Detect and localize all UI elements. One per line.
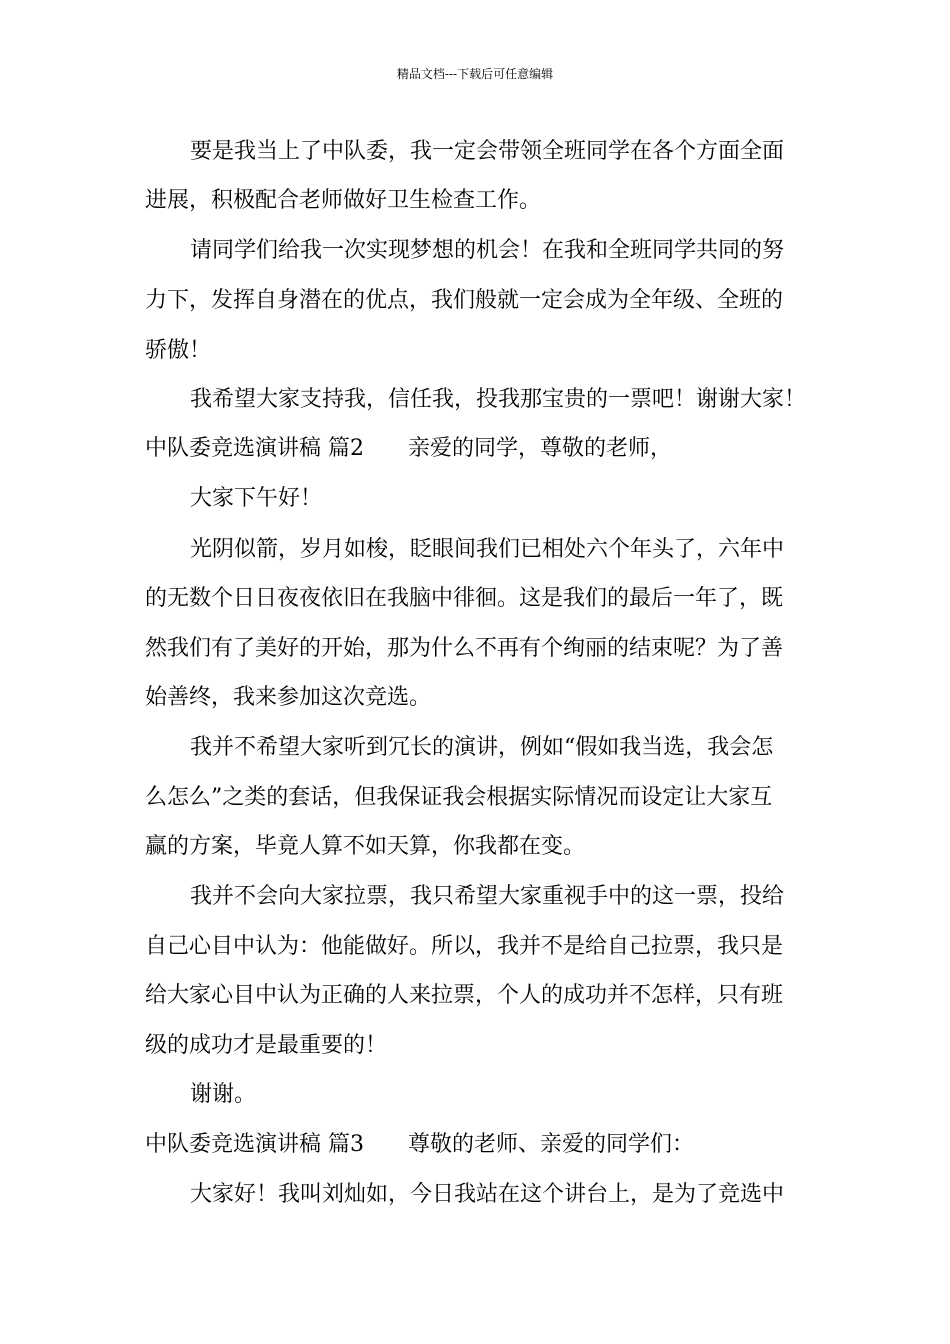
paragraph-line: 我希望大家支持我，信任我，投我那宝贵的一票吧！谢谢大家！ (190, 387, 807, 412)
section-title: 中队委竞选演讲稿 篇2 (145, 436, 364, 461)
paragraph-line: 我并不会向大家拉票，我只希望大家重视手中的这一票，投给 (190, 884, 785, 909)
paragraph-line: 的无数个日日夜夜依旧在我脑中徘徊。这是我们的最后一年了，既 (145, 586, 784, 611)
paragraph-line: 大家下午好！ (190, 486, 323, 511)
section-title: 中队委竞选演讲稿 篇3 (145, 1132, 364, 1157)
paragraph-line: 始善终，我来参加这次竞选。 (145, 685, 432, 710)
paragraph-line: 骄傲！ (145, 338, 212, 363)
paragraph-line: 要是我当上了中队委，我一定会带领全班同学在各个方面全面 (190, 139, 785, 164)
paragraph-line: 级的成功才是最重要的！ (145, 1033, 388, 1058)
paragraph-line: 光阴似箭，岁月如梭，眨眼间我们已相处六个年头了，六年中 (190, 537, 785, 562)
paragraph-line: 请同学们给我一次实现梦想的机会！在我和全班同学共同的努 (190, 238, 785, 263)
paragraph-line: 然我们有了美好的开始，那为什么不再有个绚丽的结束呢？为了善 (145, 636, 784, 661)
page-header: 精品文档---下载后可任意编辑 (396, 67, 554, 81)
paragraph-line: 谢谢。 (190, 1082, 257, 1107)
paragraph-line: 进展，积极配合老师做好卫生检查工作。 (145, 188, 542, 213)
paragraph-line: 么怎么”之类的套话，但我保证我会根据实际情况而设定让大家互 (145, 785, 773, 810)
paragraph-line: 力下，发挥自身潜在的优点，我们般就一定会成为全年级、全班的 (145, 288, 784, 313)
section-greeting: 尊敬的老师、亲爱的同学们： (408, 1132, 695, 1157)
section-heading-2 (145, 434, 672, 464)
paragraph-line: 给大家心目中认为正确的人来拉票，个人的成功并不怎样，只有班 (145, 983, 784, 1008)
section-heading-3 (145, 1130, 694, 1160)
paragraph-line: 我并不希望大家听到冗长的演讲，例如“假如我当选，我会怎 (190, 735, 774, 760)
paragraph-line: 赢的方案，毕竟人算不如天算，你我都在变。 (145, 834, 586, 859)
section-greeting: 亲爱的同学，尊敬的老师， (408, 436, 673, 461)
paragraph-line: 大家好！我叫刘灿如，今日我站在这个讲台上，是为了竞选中 (190, 1182, 785, 1207)
paragraph-line: 自己心目中认为：他能做好。所以，我并不是给自己拉票，我只是 (145, 934, 784, 959)
